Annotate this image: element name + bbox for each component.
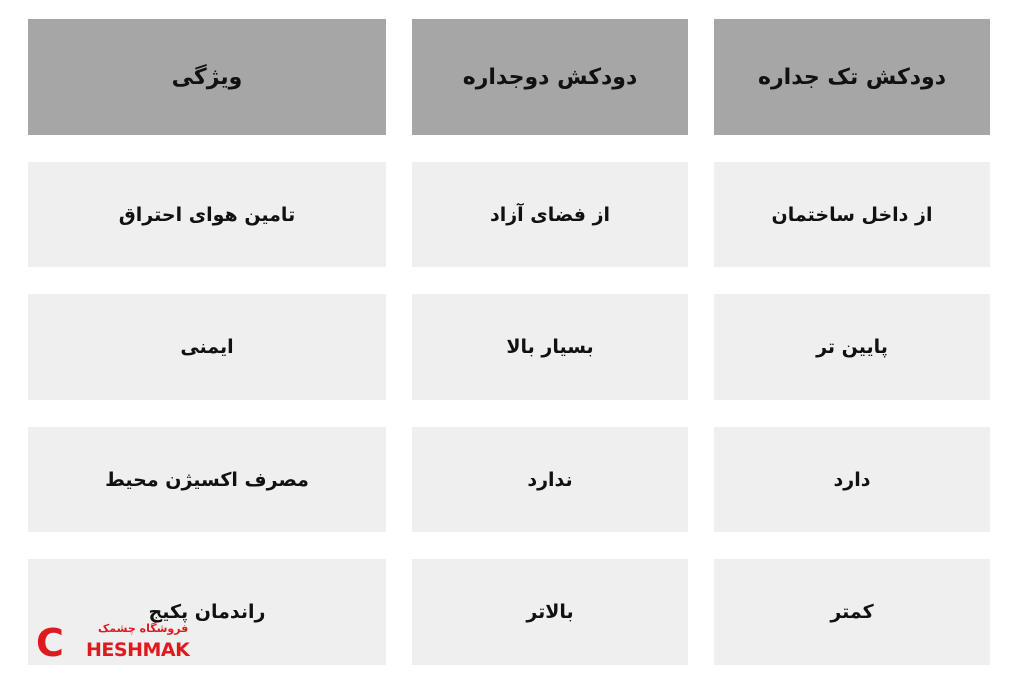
table-cell-double-wall: ندارد: [412, 427, 688, 532]
table-cell-feature: تامین هوای احتراق: [28, 162, 386, 267]
header-single-wall-chimney: دودکش تک جداره: [714, 19, 990, 135]
table-cell-feature: ایمنی: [28, 294, 386, 400]
logo-word: HESHMAK: [86, 639, 190, 661]
table-cell-single-wall: دارد: [714, 427, 990, 532]
header-feature: ویژگی: [28, 19, 386, 135]
logo-letter: C: [36, 621, 62, 665]
table-cell-single-wall: پایین تر: [714, 294, 990, 400]
table-cell-feature: راندمان پکیج: [28, 559, 386, 665]
table-cell-double-wall: بالاتر: [412, 559, 688, 665]
table-cell-double-wall: بسیار بالا: [412, 294, 688, 400]
table-cell-double-wall: از فضای آزاد: [412, 162, 688, 267]
table-cell-single-wall: از داخل ساختمان: [714, 162, 990, 267]
header-double-wall-chimney: دودکش دوجداره: [412, 19, 688, 135]
table-cell-feature: مصرف اکسیژن محیط: [28, 427, 386, 532]
table-cell-single-wall: کمتر: [714, 559, 990, 665]
logo-persian-text: فروشگاه چشمک: [98, 622, 189, 635]
